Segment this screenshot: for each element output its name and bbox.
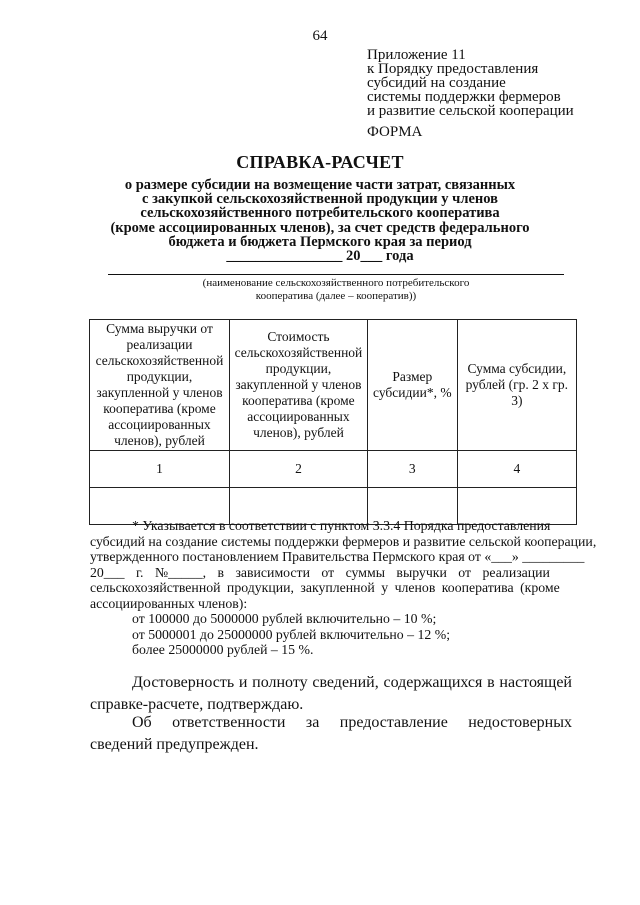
subtitle-line: бюджета и бюджета Пермского края за период [168,233,472,250]
confirmation-paragraph: Достоверность и полноту сведений, содержащихся в настоящей справке-расчете, подтверждаю. [90,674,572,713]
appendix-line: к Порядку предоставления [367,61,539,77]
header-cost: Стоимость сельскохозяйственной продукции, закупленной у членов кооператива (кроме ассоциированных членов), рублей [229,320,367,451]
subtitle-line: (кроме ассоциированных членов), за счет средств федерального [110,219,530,236]
footnote [90,518,597,658]
header-subsidy-rate: Размер субсидии*, % [367,320,457,451]
footnote-line: сельскохозяйственной продукции, закупленной у членов кооператива (кроме [90,580,560,595]
appendix-line: системы поддержки фермеров [367,89,561,105]
column-number: 3 [367,451,457,488]
footnote-line: ассоциированных членов): [90,595,248,611]
subtitle-line: ________________ 20___ года [226,248,414,265]
footnote-line: * Указывается в соответствии с пунктом 3.3.4 Порядка предоставления [132,518,551,533]
cooperative-name-field[interactable] [108,274,564,275]
cooperative-name-caption [140,277,532,303]
range-item: от 100000 до 5000000 рублей включительно – 10 %; [132,611,437,626]
range-item: более 25000000 рублей – 15 %. [132,642,314,657]
document-subtitle [100,178,540,263]
caption-line: (наименование сельскохозяйственного потребительского [202,277,470,289]
column-number: 2 [229,451,367,488]
subtitle-line: о размере субсидии на возмещение части затрат, связанных [124,177,516,193]
header-revenue: Сумма выручки от реализации сельскохозяйственной продукции, закупленной у членов кооператива (кроме ассоциированных членов), рублей [90,320,230,451]
range-item: от 5000001 до 25000000 рублей включительно – 12 %; [132,626,451,642]
page-number: 64 [312,28,328,44]
header-subsidy-amount: Сумма субсидии, рублей (гр. 2 х гр. 3) [457,320,576,451]
appendix-reference [367,48,617,118]
subtitle-line: с закупкой сельскохозяйственной продукции у членов [142,191,498,208]
caption-line: кооператива (далее – кооператив)) [255,290,417,302]
footnote-line: 20___ г. №_____, в зависимости от суммы выручки от реализации [90,564,550,580]
footnote-line: субсидий на создание системы поддержки фермеров и развитие сельской кооперации, [90,533,597,549]
appendix-line: Приложение 11 [367,47,466,63]
column-number: 4 [457,451,576,488]
appendix-line: субсидий на создание [367,75,506,91]
appendix-line: и развитие сельской кооперации [367,103,574,119]
subtitle-line: сельскохозяйственного потребительского кооператива [140,205,500,222]
document-title: СПРАВКА-РАСЧЕТ [236,152,404,172]
footnote-line: утвержденного постановлением Правительства Пермского края от «___» _________ [90,549,585,564]
table-column-numbers-row [90,451,577,488]
form-label: ФОРМА [367,124,423,140]
column-number: 1 [90,451,230,488]
calculation-table [89,319,577,525]
responsibility-paragraph: Об ответственности за предоставление недостоверных сведений предупрежден. [90,714,572,753]
table-header-row [90,320,577,451]
